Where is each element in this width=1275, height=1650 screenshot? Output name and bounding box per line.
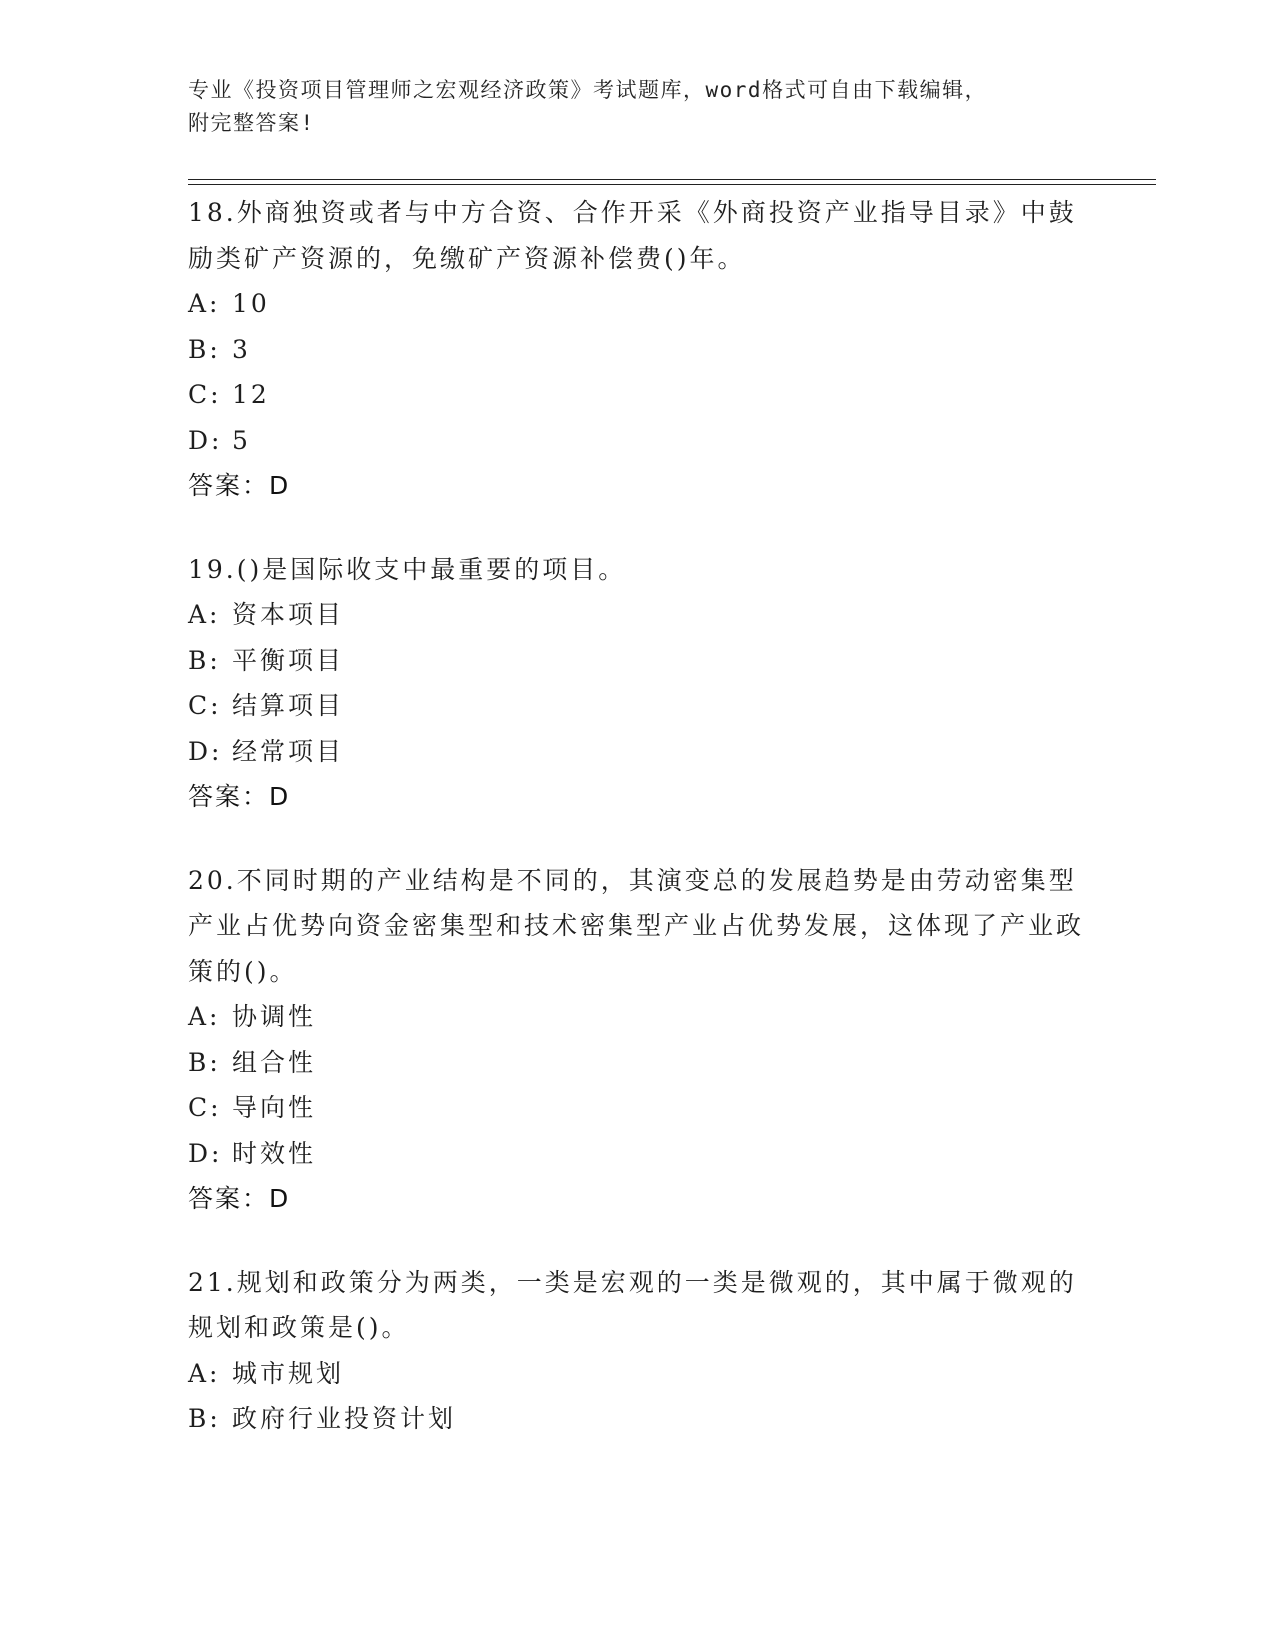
answer-value: D <box>269 782 290 811</box>
option-key: B: <box>188 334 221 364</box>
header-divider-top <box>188 179 1156 180</box>
question-20 <box>188 858 1088 1222</box>
answer-line <box>188 774 1088 820</box>
option-text: 时效性 <box>232 1138 317 1168</box>
option-key: D: <box>188 736 223 766</box>
option-d <box>188 418 1088 464</box>
option-key: C: <box>188 691 222 720</box>
option-text: 结算项目 <box>232 691 345 720</box>
option-text: 组合性 <box>232 1047 317 1077</box>
option-c <box>188 683 1088 729</box>
option-a <box>188 281 1088 327</box>
option-key: C: <box>188 380 222 409</box>
option-key: C: <box>188 1093 222 1122</box>
option-key: D: <box>188 425 223 455</box>
option-a <box>188 994 1088 1040</box>
header-line-1: 专业《投资项目管理师之宏观经济政策》考试题库，word格式可自由下载编辑， <box>188 78 988 102</box>
question-stem: 20.不同时期的产业结构是不同的，其演变总的发展趋势是由劳动密集型产业占优势向资金密集型和技术密集型产业占优势发展，这体现了产业政策的()。 <box>188 865 1085 986</box>
question-stem: 19.()是国际收支中最重要的项目。 <box>188 554 627 584</box>
header-divider-bottom <box>188 184 1156 185</box>
option-text: 协调性 <box>232 1002 317 1031</box>
header-line-2: 附完整答案! <box>188 111 315 135</box>
answer-value: D <box>269 471 290 500</box>
option-key: A: <box>188 289 221 318</box>
option-text: 12 <box>232 380 270 409</box>
option-key: D: <box>188 1138 223 1168</box>
option-key: B: <box>188 645 221 675</box>
answer-label: 答案： <box>188 782 270 811</box>
option-key: A: <box>188 1002 221 1031</box>
option-text: 经常项目 <box>232 736 345 766</box>
option-key: B: <box>188 1404 221 1433</box>
option-text: 政府行业投资计划 <box>232 1404 457 1433</box>
answer-label: 答案： <box>188 1184 270 1213</box>
answer-label: 答案： <box>188 471 270 500</box>
option-a <box>188 1351 1088 1397</box>
option-b <box>188 1396 1088 1442</box>
option-d <box>188 729 1088 775</box>
answer-value: D <box>269 1184 290 1213</box>
document-header <box>188 74 1068 140</box>
option-c <box>188 372 1088 418</box>
option-text: 10 <box>232 289 270 318</box>
option-b <box>188 638 1088 684</box>
question-stem: 18.外商独资或者与中方合资、合作开采《外商投资产业指导目录》中鼓励类矿产资源的，免缴矿产资源补偿费()年。 <box>188 198 1077 273</box>
option-text: 平衡项目 <box>232 645 345 675</box>
question-stem: 21.规划和政策分为两类，一类是宏观的一类是微观的，其中属于微观的规划和政策是()。 <box>188 1267 1077 1342</box>
option-text: 城市规划 <box>232 1358 345 1388</box>
answer-line <box>188 463 1088 509</box>
option-key: A: <box>188 1358 221 1388</box>
option-text: 5 <box>232 425 251 455</box>
question-list <box>188 190 1088 1480</box>
option-text: 导向性 <box>232 1093 317 1122</box>
option-a <box>188 592 1088 638</box>
question-21 <box>188 1260 1088 1442</box>
option-text: 资本项目 <box>232 600 345 629</box>
option-key: A: <box>188 600 221 629</box>
option-c <box>188 1085 1088 1131</box>
option-b <box>188 327 1088 373</box>
option-b <box>188 1040 1088 1086</box>
option-text: 3 <box>232 334 251 364</box>
option-key: B: <box>188 1047 221 1077</box>
question-19 <box>188 547 1088 820</box>
answer-line <box>188 1176 1088 1222</box>
option-d <box>188 1131 1088 1177</box>
question-18 <box>188 190 1088 509</box>
